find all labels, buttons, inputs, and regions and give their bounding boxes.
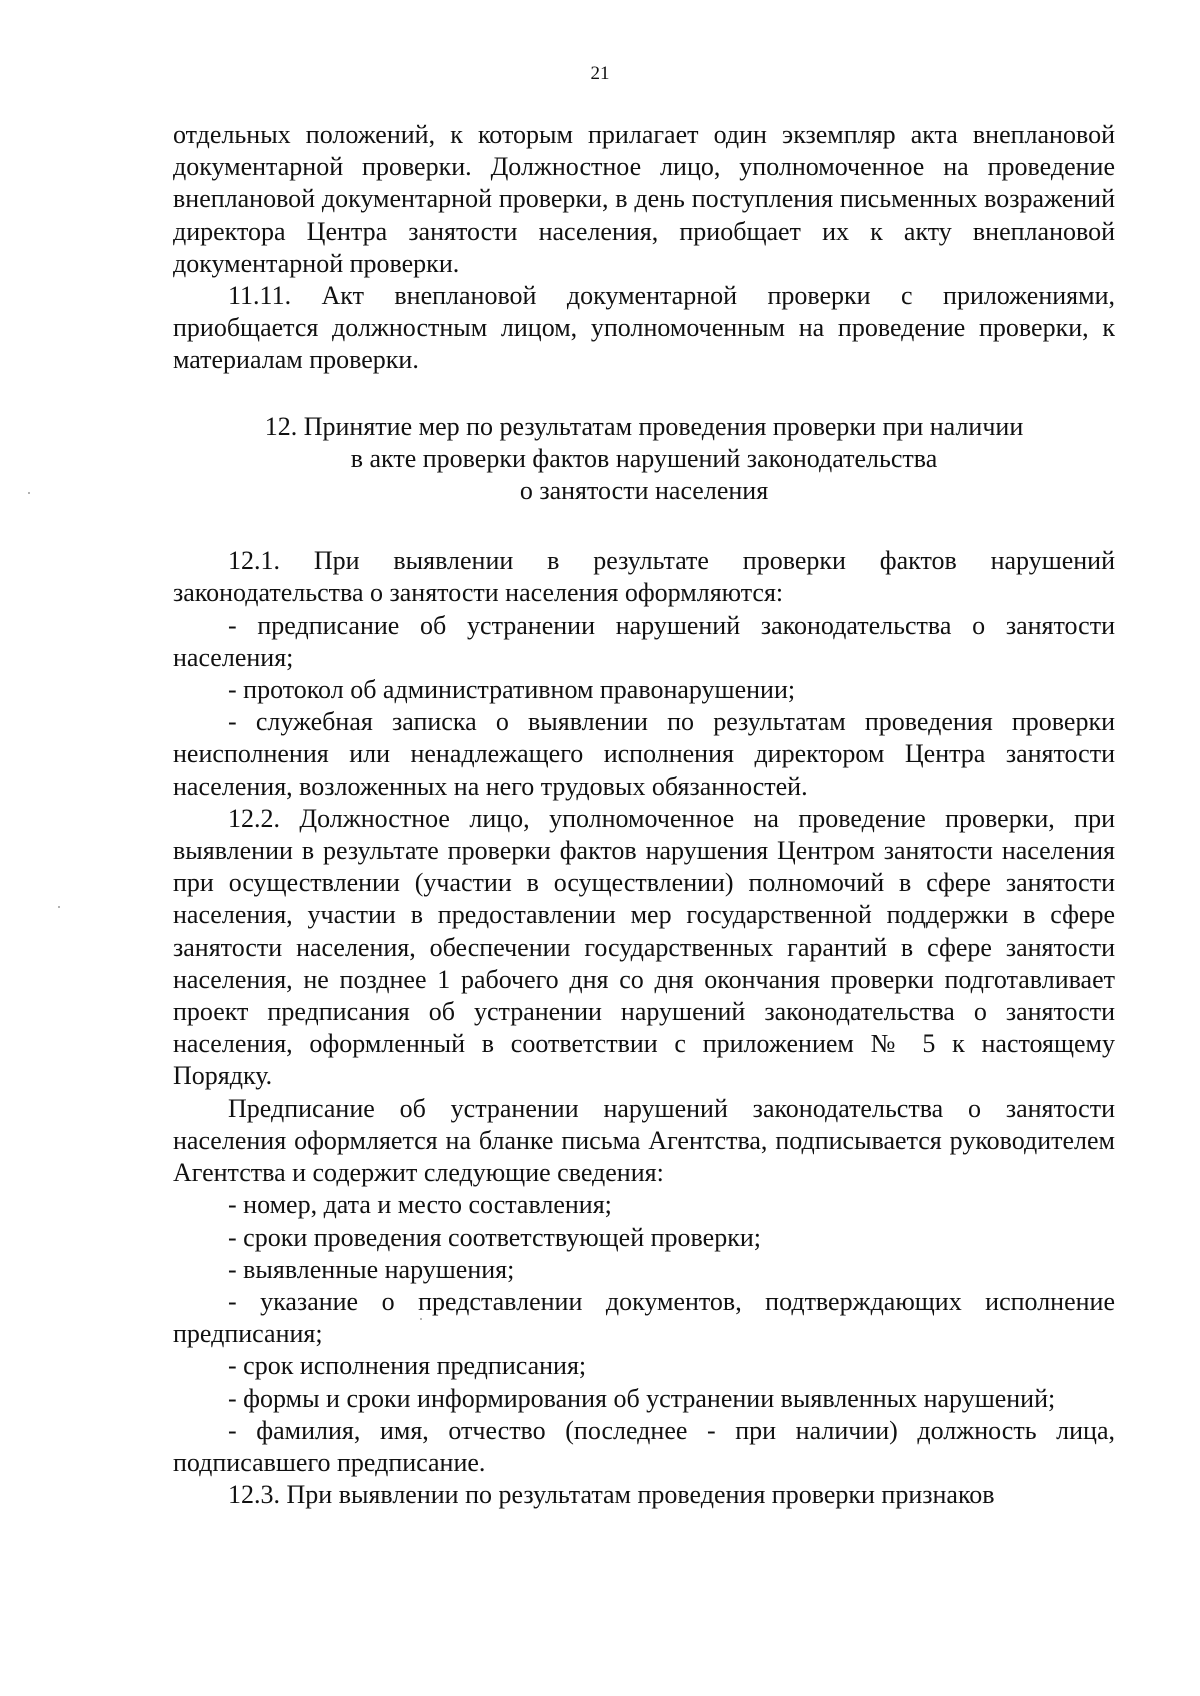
list-item-informing: - формы и сроки информирования об устранении выявленных нарушений; [228, 1383, 1056, 1413]
section-heading-12 [173, 411, 1115, 508]
section-heading-line: 12. Принятие мер по результатам проведения проверки при наличии [264, 411, 1024, 441]
scan-speck [58, 906, 60, 908]
scan-speck [420, 1318, 422, 1320]
paragraph-12-3: 12.3. При выявлении по результатам проведения проверки признаков [228, 1480, 995, 1510]
paragraph-12-1: 12.1. При выявлении в результате проверки фактов нарушений законодательства о занятости населения оформляются: [173, 546, 1115, 608]
paragraph-prescription-form: Предписание об устранении нарушений законодательства о занятости населения оформляется на бланке письма Агентства, подписывается руководителем Агентства и содержит следующие сведения: [173, 1093, 1115, 1188]
section-heading-line: в акте проверки фактов нарушений законодательства [350, 443, 938, 473]
paragraph-11-11: 11.11. Акт внеплановой документарной проверки с приложениями, приобщается должностным лицом, уполномоченным на проведение проверки, к материалам проверки. [173, 281, 1115, 375]
list-item-documents: - указание о представлении документов, подтверждающих исполнение предписания; [173, 1286, 1115, 1349]
section-heading-line: о занятости населения [519, 476, 769, 506]
list-item-deadline: - срок исполнения предписания; [228, 1351, 587, 1381]
list-item-signer: - фамилия, имя, отчество (последнее - при наличии) должность лица, подписавшего предписание. [173, 1415, 1115, 1477]
document-body [173, 119, 1115, 1511]
list-item-protocol: - протокол об административном правонарушении; [228, 675, 796, 705]
scan-speck [28, 492, 30, 494]
paragraph-continuation: отдельных положений, к которым прилагает один экземпляр акта внеплановой документарной проверки. Должностное лицо, уполномоченное на проведение внеплановой документарной проверки, в день поступления письменных возражений директора Центра занятости населения, приобщает их к акту внеплановой документарной проверки. [173, 120, 1115, 278]
list-item-prescription: - предписание об устранении нарушений законодательства о занятости населения; [173, 610, 1115, 672]
list-item-dates: - сроки проведения соответствующей проверки; [228, 1222, 761, 1252]
list-item-violations: - выявленные нарушения; [228, 1254, 515, 1284]
list-item-number-date: - номер, дата и место составления; [228, 1190, 612, 1220]
paragraph-12-2: 12.2. Должностное лицо, уполномоченное на проведение проверки, при выявлении в результате проверки фактов нарушения Центром занятости населения при осуществлении (участии в осуществлении) полномочий в сфере занятости населения, участии в предоставлении мер государственной поддержки в сфере занятости населения, обеспечении государственных гарантий в сфере занятости населения, не позднее 1 рабочего дня со дня окончания проверки подготавливает проект предписания об устранении нарушений законодательства о занятости населения, оформленный в соответствии с приложением № 5 к настоящему Порядку. [173, 803, 1115, 1091]
list-item-memo: - служебная записка о выявлении по результатам проведения проверки неисполнения или ненадлежащего исполнения директором Центра занятости населения, возложенных на него трудовых обязанностей. [173, 707, 1115, 801]
page-number: 21 [590, 63, 610, 84]
